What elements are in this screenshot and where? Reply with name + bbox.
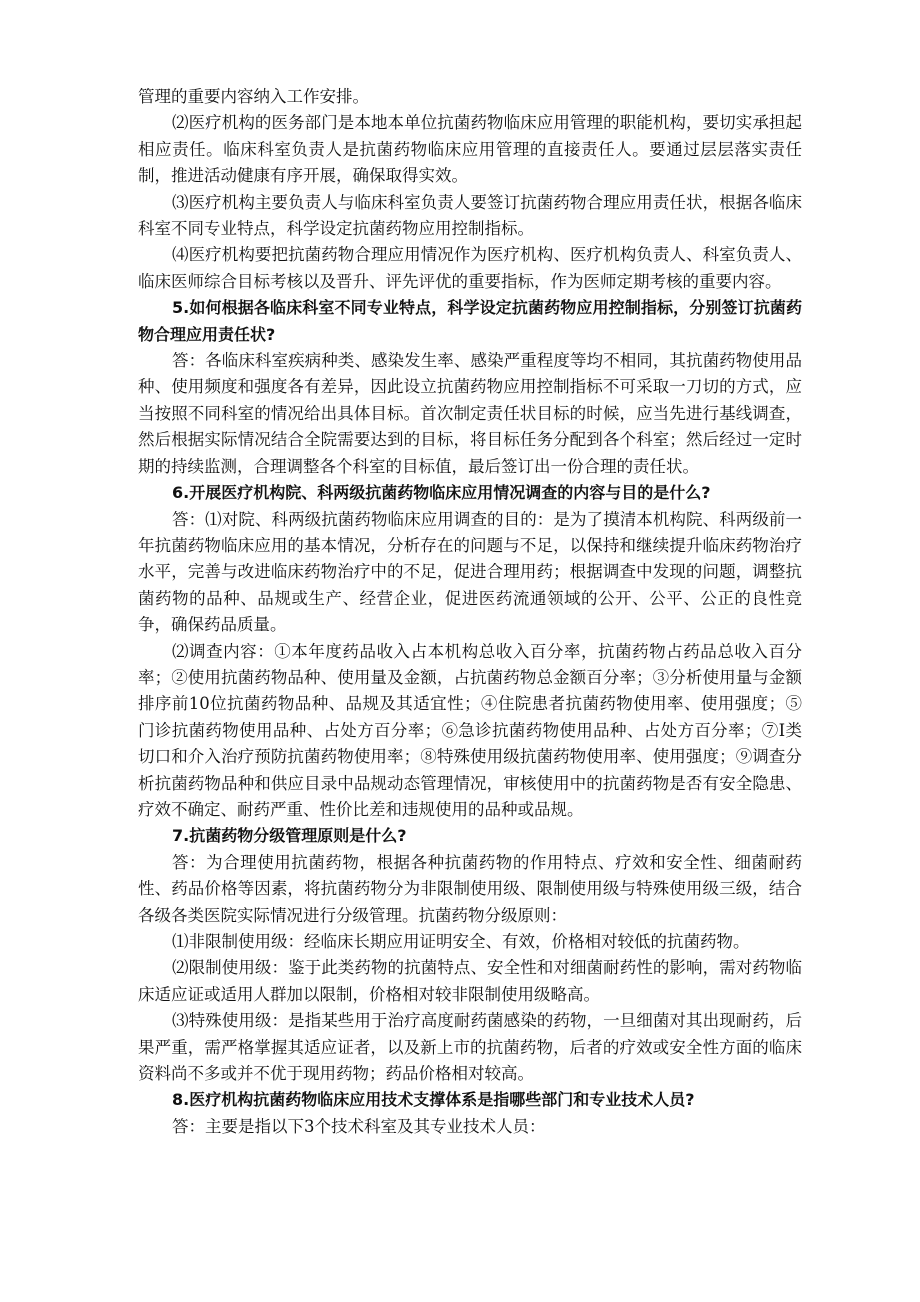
paragraph-item-2: ⑵医疗机构的医务部门是本地本单位抗菌药物临床应用管理的职能机构，要切实承担起相应责任。临床科室负责人是抗菌药物临床应用管理的直接责任人。要通过层层落实责任制，推进活动健康有序开展，确保取得实效。 <box>138 113 802 186</box>
answer-paragraph-6-content: ⑵调查内容：①本年度药品收入占本机构总收入百分率，抗菌药物占药品总收入百分率；②使用抗菌药物品种、使用量及金额，占抗菌药物总金额百分率；③分析使用量与金额排序前10位抗菌药物品种、品规及其适宜性；④住院患者抗菌药物使用率、使用强度；⑤门诊抗菌药物使用品种、占处方百分率；⑥急诊抗菌药物使用品种、占处方百分率；⑦I类切口和介入治疗预防抗菌药物使用率；⑧特殊使用级抗菌药物使用率、使用强度；⑨调查分析抗菌药物品种和供应目录中品规动态管理情况，审核使用中的抗菌药物是否有安全隐患、疗效不确定、耐药严重、性价比差和违规使用的品种或品规。 <box>138 641 802 819</box>
answer-paragraph-7-level-3: ⑶特殊使用级：是指某些用于治疗高度耐药菌感染的药物，一旦细菌对其出现耐药，后果严重，需严格掌握其适应证者，以及新上市的抗菌药物，后者的疗效或安全性方面的临床资料尚不多或并不优于现用药物；药品价格相对较高。 <box>138 1011 802 1084</box>
paragraph-item-3: ⑶医疗机构主要负责人与临床科室负责人要签订抗菌药物合理应用责任状，根据各临床科室不同专业特点，科学设定抗菌药物应用控制指标。 <box>138 192 802 239</box>
paragraph-item-4: ⑷医疗机构要把抗菌药物合理应用情况作为医疗机构、医疗机构负责人、科室负责人、临床医师综合目标考核以及晋升、评先评优的重要指标，作为医师定期考核的重要内容。 <box>138 245 802 291</box>
answer-paragraph-5: 答：各临床科室疾病种类、感染发生率、感染严重程度等均不相同，其抗菌药物使用品种、使用频度和强度各有差异，因此设立抗菌药物应用控制指标不可采取一刀切的方式，应当按照不同科室的情况给出具体目标。首次制定责任状目标的时候，应当先进行基线调查，然后根据实际情况结合全院需要达到的目标，将目标任务分配到各个科室；然后经过一定时期的持续监测，合理调整各个科室的目标值，最后签订出一份合理的责任状。 <box>138 351 802 476</box>
answer-paragraph-6-purpose: 答：⑴对院、科两级抗菌药物临床应用调查的目的：是为了摸清本机构院、科两级前一年抗菌药物临床应用的基本情况，分析存在的问题与不足，以保持和继续提升临床药物治疗水平，完善与改进临床药物治疗中的不足，促进合理用药；根据调查中发现的问题，调整抗菌药物的品种、品规或生产、经营企业，促进医药流通领域的公开、公平、公正的良性竞争，确保药品质量。 <box>138 509 802 635</box>
answer-paragraph-7-level-2: ⑵限制使用级：鉴于此类药物的抗菌特点、安全性和对细菌耐药性的影响，需对药物临床适应证或适用人群加以限制，价格相对较非限制使用级略高。 <box>138 958 802 1004</box>
question-heading-7: 7.抗菌药物分级管理原则是什么? <box>172 826 407 846</box>
answer-paragraph-7: 答：为合理使用抗菌药物，根据各种抗菌药物的作用特点、疗效和安全性、细菌耐药性、药品价格等因素，将抗菌药物分为非限制使用级、限制使用级与特殊使用级三级，结合各级各类医院实际情况进行分级管理。抗菌药物分级原则： <box>138 852 802 925</box>
question-heading-5: 5.如何根据各临床科室不同专业特点，科学设定抗菌药物应用控制指标，分别签订抗菌药物合理应用责任状? <box>138 298 802 344</box>
paragraph-continuation: 管理的重要内容纳入工作安排。 <box>138 87 369 106</box>
answer-paragraph-7-level-1: ⑴非限制使用级：经临床长期应用证明安全、有效，价格相对较低的抗菌药物。 <box>172 932 750 951</box>
answer-paragraph-8: 答：主要是指以下3个技术科室及其专业技术人员： <box>172 1116 546 1136</box>
question-heading-6: 6.开展医疗机构院、科两级抗菌药物临床应用情况调查的内容与目的是什么? <box>172 483 711 503</box>
question-heading-8: 8.医疗机构抗菌药物临床应用技术支撑体系是指哪些部门和专业技术人员? <box>172 1090 695 1110</box>
